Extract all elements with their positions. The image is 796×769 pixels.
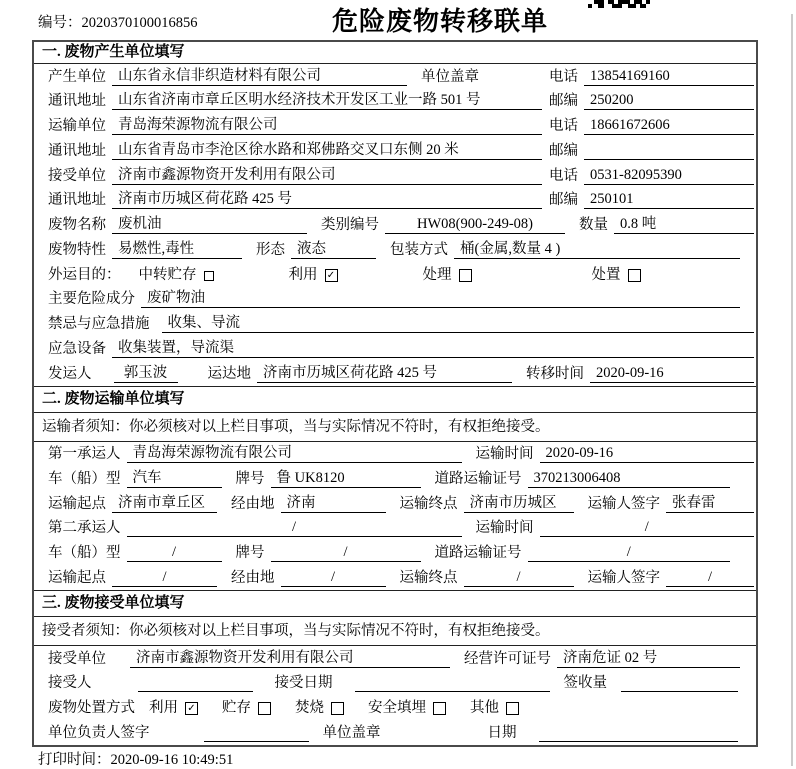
origin-label: 运输起点: [48, 569, 106, 586]
taboo-row: [34, 311, 756, 336]
terminus-label: 运输终点: [399, 569, 458, 586]
option-label: 利用: [288, 266, 318, 283]
checkbox-disposal-other: [506, 702, 519, 715]
carrier-sign-value: 张春雷: [666, 494, 754, 513]
category-label: 类别编号: [321, 217, 379, 234]
category-value: HW08(900-249-08): [385, 215, 565, 234]
checkbox-disposal-store: [258, 702, 271, 715]
disposal-row: [34, 695, 756, 720]
via-value: 济南: [281, 494, 386, 513]
transport-time-label: 运输时间: [475, 520, 534, 537]
origin-label: 运输起点: [48, 495, 106, 512]
transporter-notice: 运输者须知：你必须核对以上栏目事项，当与实际情况不符时，有权拒绝接受。: [34, 413, 756, 442]
purpose-option-dispose: [592, 266, 641, 284]
doc-number: [38, 11, 198, 32]
option-label: 处理: [422, 266, 452, 283]
plate-value-2: /: [271, 543, 421, 562]
receiver-phone-value: 0531-82095390: [584, 166, 754, 185]
first-carrier-value: 青岛海荣源物流有限公司: [127, 444, 462, 463]
receiver-label: 接受单位: [48, 167, 106, 184]
via-label: 经由地: [231, 495, 275, 512]
route-row-1: [34, 491, 756, 516]
zip-label: 邮编: [549, 93, 578, 110]
carrier-sign-value-2: /: [666, 568, 754, 587]
transport-time-label: 运输时间: [475, 446, 534, 463]
phone-label: 电话: [549, 118, 578, 135]
disposal-option-store: [222, 699, 271, 717]
option-label: 处置: [591, 266, 621, 283]
shipper-row: [34, 361, 756, 386]
vehicle-row-2: [34, 540, 756, 565]
vehicle-type-value: 汽车: [127, 469, 222, 488]
transporter-address-value: 山东省青岛市李沧区徐水路和郑佛路交叉口东侧 20 米: [112, 141, 542, 160]
vehicle-type-label: 车（船）型: [48, 545, 121, 562]
accept-person-value: [138, 674, 253, 692]
route-row-2: [34, 565, 756, 590]
accept-unit-label: 接受单位: [48, 650, 106, 667]
qr-code-fragment-icon: [588, 0, 650, 9]
option-label: 焚烧: [295, 700, 324, 717]
address-label: 通讯地址: [48, 192, 106, 209]
equipment-value: 收集装置，导流渠: [112, 339, 754, 358]
via-value-2: /: [281, 568, 386, 587]
carrier-sign-label: 运输人签字: [587, 569, 660, 586]
road-permit-value-2: /: [528, 543, 731, 562]
waste-name-label: 废物名称: [48, 217, 106, 234]
address-label: 通讯地址: [48, 93, 106, 110]
character-label: 废物特性: [48, 241, 106, 258]
phone-label: 电话: [549, 68, 578, 85]
date-value: [539, 724, 739, 742]
waste-name-value: 废机油: [112, 215, 307, 234]
receiver-value: 济南市鑫源物资开发利用有限公司: [112, 166, 542, 185]
producer-address-value: 山东省济南市章丘区明水经济技术开发区工业一路 501 号: [112, 91, 542, 110]
checkbox-storage: [204, 271, 214, 281]
page-title: 危险废物转移联单: [332, 7, 549, 36]
print-time-label: 打印时间：: [38, 752, 111, 768]
purpose-row: [34, 262, 756, 287]
plate-label: 牌号: [235, 471, 265, 488]
zip-label: 邮编: [549, 142, 578, 159]
road-permit-value: 370213006408: [528, 469, 731, 488]
disposal-option-incinerate: [295, 699, 344, 717]
hazard-row: [34, 287, 756, 312]
terminus-value-2: /: [464, 568, 574, 587]
taboo-label: 禁忌与应急措施: [48, 316, 150, 333]
form-label: 形态: [256, 241, 285, 258]
purpose-label: 外运目的：: [48, 266, 121, 283]
waste-name-row: [34, 212, 756, 237]
zip-label: 邮编: [549, 192, 578, 209]
plate-label: 牌号: [235, 545, 265, 562]
section2-header: 二. 废物运输单位填写: [34, 386, 756, 413]
transporter-phone-value: 18661672606: [584, 116, 754, 135]
checkbox-disposal-landfill: [433, 702, 446, 715]
transfer-time-value: 2020-09-16: [590, 364, 754, 383]
receiver-row: [34, 163, 756, 188]
receiver-notice: 接受者须知：你必须核对以上栏目事项，当与实际情况不符时，有权拒绝接受。: [34, 617, 756, 646]
transporter-address-row: [34, 138, 756, 163]
date-label: 日期: [487, 724, 517, 741]
plate-value: 鲁 UK8120: [271, 469, 421, 488]
accept-person-row: [34, 671, 756, 696]
origin-value: 济南市章丘区: [112, 494, 217, 513]
packing-value: 桶(金属,数量 4 ): [454, 240, 740, 259]
checkbox-disposal-incinerate: [331, 702, 344, 715]
producer-label: 产生单位: [48, 68, 106, 85]
transporter-value: 青岛海荣源物流有限公司: [112, 116, 542, 135]
section3-header: 三. 废物接受单位填写: [34, 590, 756, 617]
accept-unit-value: 济南市鑫源物资开发利用有限公司: [130, 649, 450, 668]
transport-time-value-2: /: [540, 518, 755, 537]
option-label: 贮存: [222, 700, 251, 717]
section1-header: 一. 废物产生单位填写: [34, 42, 756, 64]
first-carrier-label: 第一承运人: [48, 446, 121, 463]
purpose-option-treat: [423, 266, 472, 284]
unit-seal-label: 单位盖章: [421, 68, 479, 85]
option-label: 安全填埋: [368, 700, 426, 717]
receiver-zip-value: 250101: [584, 190, 754, 209]
destination-label: 运达地: [207, 365, 251, 382]
manifest-form: [32, 40, 758, 747]
permit-value: 济南危证 02 号: [557, 649, 740, 668]
equipment-row: [34, 336, 756, 361]
terminus-value: 济南市历城区: [464, 494, 574, 513]
accept-person-label: 接受人: [48, 675, 92, 692]
producer-address-row: [34, 89, 756, 114]
form-value: 液态: [291, 240, 376, 259]
vehicle-row-1: [34, 466, 756, 491]
head-sign-label: 单位负责人签字: [48, 724, 150, 741]
taboo-value: 收集、导流: [162, 314, 755, 333]
origin-value-2: /: [112, 568, 217, 587]
page-edge-divider: [791, 14, 793, 766]
accept-date-label: 接受日期: [274, 675, 333, 692]
second-carrier-row: [34, 516, 756, 541]
phone-label: 电话: [549, 167, 578, 184]
option-label: 利用: [149, 700, 178, 717]
vehicle-type-label: 车（船）型: [48, 471, 121, 488]
doc-number-value: 2020370100016856: [81, 15, 198, 31]
producer-phone-value: 13854169160: [584, 67, 754, 86]
first-carrier-row: [34, 442, 756, 467]
purpose-option-storage: [139, 266, 214, 284]
waste-character-row: [34, 237, 756, 262]
accept-unit-row: [34, 646, 756, 671]
character-value: 易燃性,毒性: [112, 240, 242, 259]
road-permit-label: 道路运输证号: [434, 545, 522, 562]
second-carrier-label: 第二承运人: [48, 520, 121, 537]
disposal-option-landfill: [368, 699, 446, 717]
doc-number-label: 编号：: [38, 15, 82, 31]
head-sign-value: [204, 724, 309, 742]
print-time-value: 2020-09-16 10:49:51: [110, 752, 234, 768]
vehicle-type-value-2: /: [127, 543, 222, 562]
receiver-address-row: [34, 188, 756, 213]
transport-time-value: 2020-09-16: [540, 444, 755, 463]
transporter-label: 运输单位: [48, 118, 106, 135]
equipment-label: 应急设备: [48, 340, 106, 357]
producer-value: 山东省永信非织造材料有限公司: [112, 67, 407, 86]
hazard-value: 废矿物油: [141, 289, 740, 308]
carrier-sign-label: 运输人签字: [587, 495, 660, 512]
road-permit-label: 道路运输证号: [434, 471, 522, 488]
checkbox-dispose: [628, 269, 641, 282]
option-label: 其他: [470, 700, 499, 717]
via-label: 经由地: [231, 569, 275, 586]
producer-row: [34, 64, 756, 89]
transporter-zip-value: [584, 142, 754, 160]
unit-seal-label: 单位盖章: [322, 724, 381, 741]
address-label: 通讯地址: [48, 142, 106, 159]
accept-date-value: [355, 674, 550, 692]
packing-label: 包装方式: [390, 241, 448, 258]
transfer-time-label: 转移时间: [526, 365, 584, 382]
permit-label: 经营许可证号: [464, 650, 551, 667]
print-time: [38, 748, 233, 769]
producer-zip-value: 250200: [584, 91, 754, 110]
quantity-value: 0.8 吨: [614, 215, 754, 234]
quantity-label: 数量: [579, 217, 608, 234]
disposal-option-utilize: [149, 699, 198, 717]
destination-value: 济南市历城区荷花路 425 号: [257, 364, 512, 383]
option-label: 中转贮存: [138, 266, 197, 283]
sign-amount-value: [621, 674, 738, 692]
checkbox-treat: [459, 269, 472, 282]
shipper-value: 郭玉波: [114, 364, 178, 383]
disposal-label: 废物处置方式: [48, 700, 135, 717]
disposal-option-other: [470, 699, 519, 717]
second-carrier-value: /: [127, 518, 462, 537]
sign-amount-label: 签收量: [563, 675, 607, 692]
checkbox-utilize: ✓: [325, 269, 338, 282]
purpose-option-utilize: [289, 266, 338, 284]
checkbox-disposal-utilize: ✓: [185, 702, 198, 715]
head-sign-row: [34, 720, 756, 745]
terminus-label: 运输终点: [399, 495, 458, 512]
hazard-label: 主要危险成分: [48, 291, 135, 308]
receiver-address-value: 济南市历城区荷花路 425 号: [112, 190, 542, 209]
transporter-row: [34, 113, 756, 138]
shipper-label: 发运人: [48, 365, 92, 382]
